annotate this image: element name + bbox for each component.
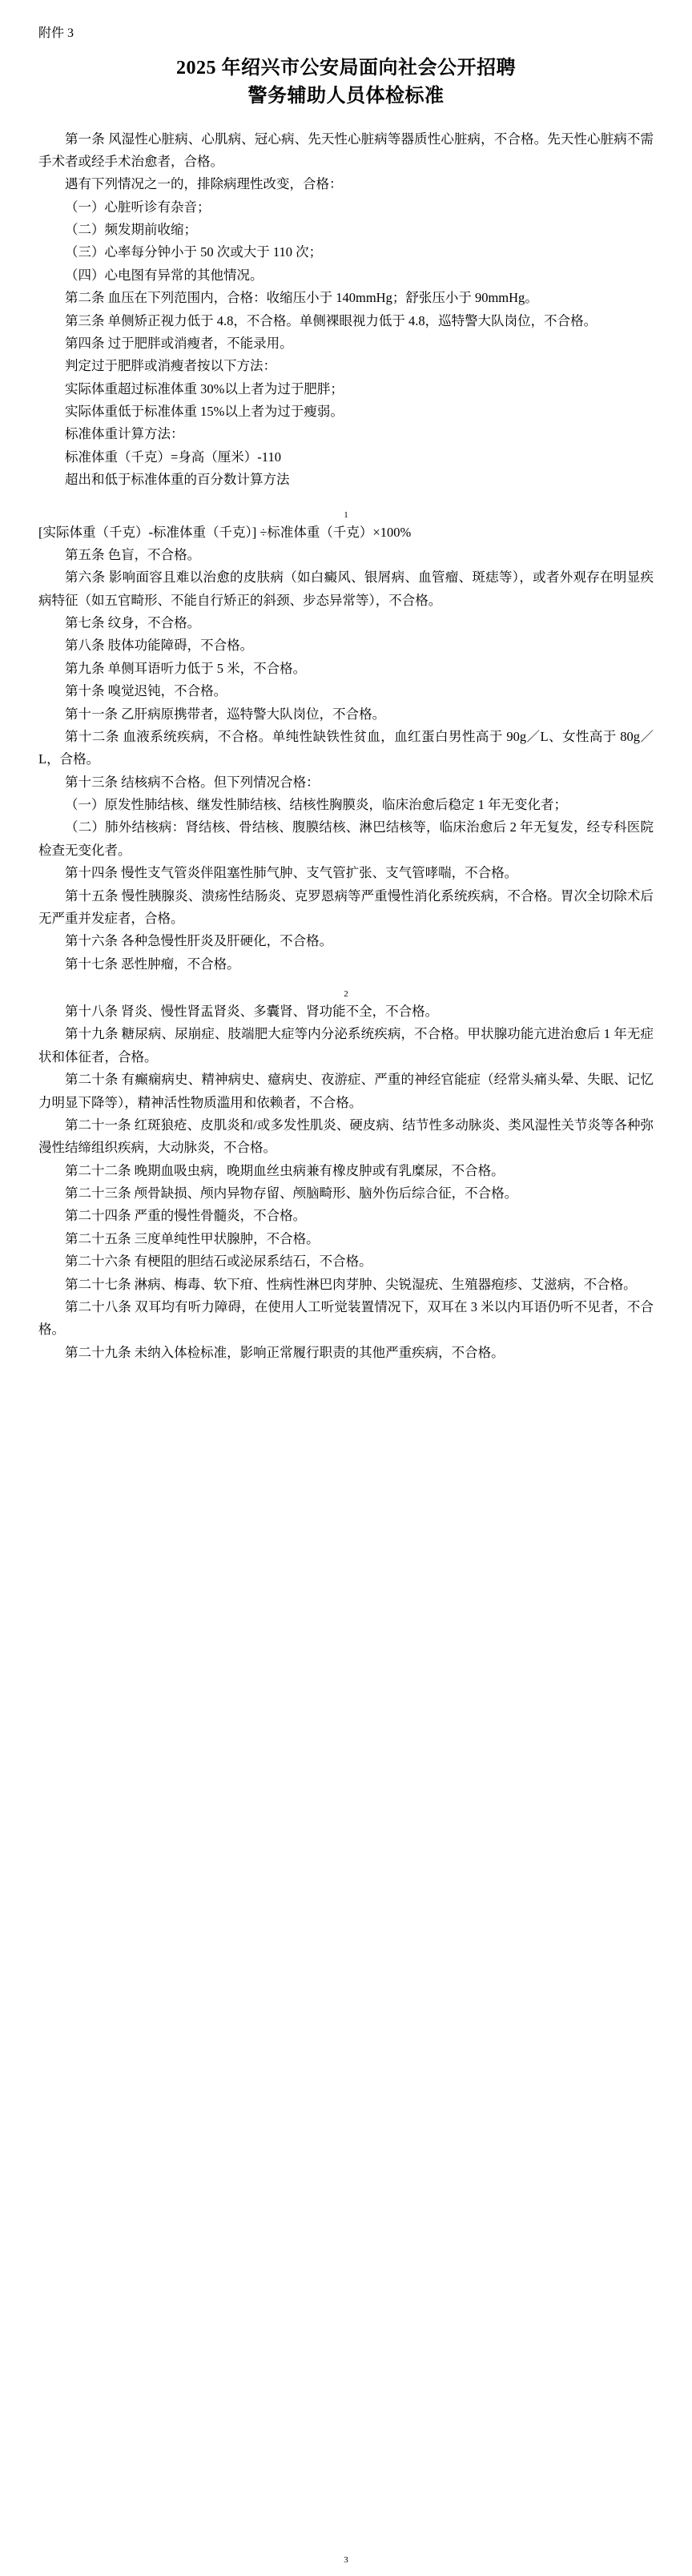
attachment-label: 附件 3	[38, 26, 74, 40]
paragraph: 第四条 过于肥胖或消瘦者，不能录用。	[65, 335, 293, 351]
paragraph: 第十六条 各种急慢性肝炎及肝硬化，不合格。	[65, 933, 333, 949]
paragraph: 第二条 血压在下列范围内，合格：收缩压小于 140mmHg；舒张压小于 90mmHg。	[65, 290, 538, 306]
paragraph: （二）肺外结核病：肾结核、骨结核、腹膜结核、淋巴结核等，临床治愈后 2 年无复发，经专科医院检查无变化者。	[38, 819, 654, 858]
paragraph: 标准体重（千克）=身高（厘米）-110	[65, 449, 281, 465]
paragraph: 第二十八条 双耳均有听力障碍，在使用人工听觉装置情况下，双耳在 3 米以内耳语仍听不见者，不合格。	[38, 1298, 654, 1338]
paragraph: 标准体重计算方法：	[65, 426, 184, 442]
document-body-section-1	[38, 128, 654, 492]
paragraph: [实际体重（千克）-标准体重（千克）] ÷标准体重（千克）×100%	[38, 524, 412, 540]
paragraph: 第二十六条 有梗阻的胆结石或泌尿系结石，不合格。	[65, 1254, 372, 1270]
paragraph: 第二十条 有癫痫病史、精神病史、癔病史、夜游症、严重的神经官能症（经常头痛头晕、失眠、记忆力明显下降等），精神活性物质滥用和依赖者，不合格。	[38, 1072, 654, 1110]
paragraph: （四）心电图有异常的其他情况。	[65, 267, 264, 283]
paragraph: （二）频发期前收缩；	[65, 222, 197, 238]
paragraph: 第六条 影响面容且难以治愈的皮肤病（如白癜风、银屑病、血管瘤、斑痣等），或者外观存在明显疾病特征（如五官畸形、不能自行矫正的斜颈、步态异常等），不合格。	[38, 570, 654, 608]
paragraph: 第十三条 结核病不合格。但下列情况合格：	[65, 774, 320, 790]
page-number: 3	[344, 2555, 348, 2565]
paragraph: 第十四条 慢性支气管炎伴阻塞性肺气肿、支气管扩张、支气管哮喘，不合格。	[65, 865, 518, 881]
document-title	[38, 54, 654, 111]
footnote-mark: 2	[344, 989, 348, 1000]
title-line-1: 2025 年绍兴市公安局面向社会公开招聘	[176, 58, 516, 78]
paragraph: 第二十九条 未纳入体检标准，影响正常履行职责的其他严重疾病，不合格。	[65, 1344, 505, 1360]
paragraph: 第十条 嗅觉迟钝，不合格。	[65, 683, 227, 699]
paragraph: 第一条 风湿性心脏病、心肌病、冠心病、先天性心脏病等器质性心脏病，不合格。先天性心脏病不需手术者或经手术治愈者，合格。	[38, 131, 654, 169]
paragraph: （一）心脏听诊有杂音；	[65, 199, 211, 215]
paragraph: 第二十五条 三度单纯性甲状腺肿，不合格。	[65, 1230, 320, 1246]
document-body-section-2	[38, 521, 654, 976]
paragraph: 遇有下列情况之一的，排除病理性改变，合格：	[65, 176, 343, 192]
paragraph: 第十一条 乙肝病原携带者，巡特警大队岗位，不合格。	[65, 706, 386, 722]
paragraph: 判定过于肥胖或消瘦者按以下方法：	[65, 358, 276, 374]
paragraph: 超出和低于标准体重的百分数计算方法	[65, 472, 290, 488]
paragraph: 第二十三条 颅骨缺损、颅内异物存留、颅脑畸形、脑外伤后综合征，不合格。	[65, 1185, 518, 1201]
paragraph: 第二十二条 晚期血吸虫病，晚期血丝虫病兼有橡皮肿或有乳糜尿，不合格。	[65, 1162, 505, 1178]
paragraph: （一）原发性肺结核、继发性肺结核、结核性胸膜炎，临床治愈后稳定 1 年无变化者；	[65, 797, 567, 813]
paragraph: （三）心率每分钟小于 50 次或大于 110 次；	[65, 244, 323, 260]
paragraph: 第七条 纹身，不合格。	[65, 615, 201, 631]
title-line-2: 警务辅助人员体检标准	[247, 85, 445, 107]
footnote-mark: 1	[344, 509, 348, 520]
paragraph: 第十二条 血液系统疾病，不合格。单纯性缺铁性贫血，血红蛋白男性高于 90g／L、女性高于 80g／L，合格。	[38, 728, 654, 767]
paragraph: 第三条 单侧矫正视力低于 4.8，不合格。单侧裸眼视力低于 4.8，巡特警大队岗位，不合格。	[65, 312, 597, 328]
paragraph: 第八条 肢体功能障碍，不合格。	[65, 638, 254, 654]
paragraph: 实际体重低于标准体重 15%以上者为过于瘦弱。	[65, 404, 344, 420]
paragraph: 第十九条 糖尿病、尿崩症、肢端肥大症等内分泌系统疾病，不合格。甲状腺功能亢进治愈后 1 年无症状和体征者，合格。	[38, 1026, 654, 1065]
paragraph: 第十七条 恶性肿瘤，不合格。	[65, 956, 240, 972]
paragraph: 实际体重超过标准体重 30%以上者为过于肥胖；	[65, 380, 344, 396]
paragraph: 第九条 单侧耳语听力低于 5 米，不合格。	[65, 660, 307, 676]
paragraph: 第二十四条 严重的慢性骨髓炎，不合格。	[65, 1208, 307, 1224]
paragraph: 第十五条 慢性胰腺炎、溃疡性结肠炎、克罗恩病等严重慢性消化系统疾病，不合格。胃次全切除术后无严重并发症者，合格。	[38, 888, 654, 926]
paragraph: 第二十七条 淋病、梅毒、软下疳、性病性淋巴肉芽肿、尖锐湿疣、生殖器疱疹、艾滋病，不合格。	[65, 1276, 637, 1292]
paragraph: 第二十一条 红斑狼疮、皮肌炎和/或多发性肌炎、硬皮病、结节性多动脉炎、类风湿性关节炎等各种弥漫性结缔组织疾病，大动脉炎，不合格。	[38, 1117, 654, 1156]
paragraph: 第十八条 肾炎、慢性肾盂肾炎、多囊肾、肾功能不全，不合格。	[65, 1004, 439, 1020]
document-body-section-3	[38, 1000, 654, 1364]
paragraph: 第五条 色盲，不合格。	[65, 546, 201, 562]
